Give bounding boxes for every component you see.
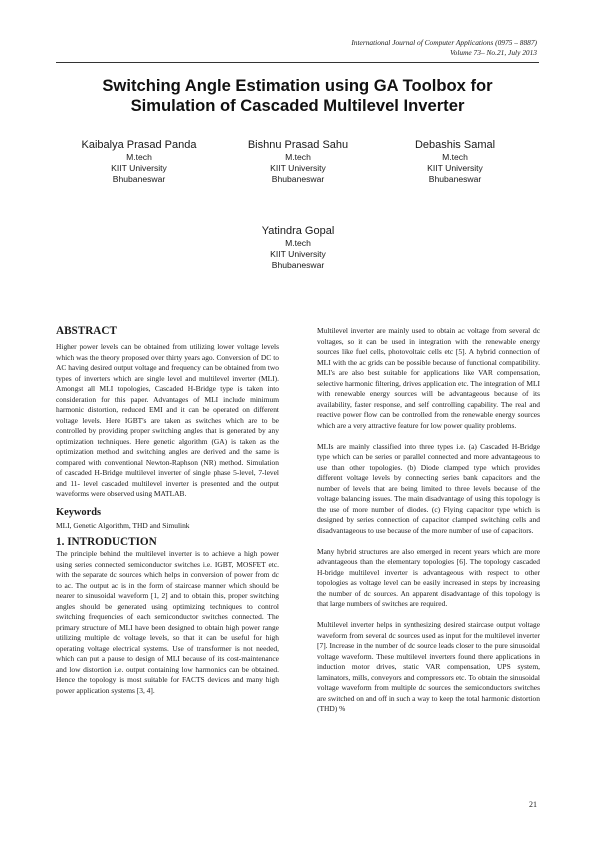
page-number: 21 [529, 800, 537, 809]
author-affiliation: KIIT University [270, 249, 326, 259]
journal-name: International Journal of Computer Applications (0975 – 8887) [351, 38, 537, 47]
author-affiliation: KIIT University [427, 163, 483, 173]
author-block [380, 138, 530, 185]
author-city: Bhubaneswar [428, 174, 482, 184]
right-column [317, 326, 540, 725]
author-degree: M.tech [285, 238, 311, 248]
body-paragraph: Many hybrid structures are also emerged in recent years which are more advantageous than the elementary topologies [6]. The topology cascaded H-bridge multilevel inverter is advantageous with respect to other topologies as voltage level can be easily increased in steps by increasing the number of dc sources. An apparent disadvantage of this topology is that large numbers of switches are required. [317, 546, 540, 608]
keywords-heading: Keywords [56, 506, 102, 518]
author-affiliation: KIIT University [111, 163, 167, 173]
journal-volume: Volume 73– No.21, July 2013 [449, 48, 537, 57]
introduction-heading: 1. INTRODUCTION [56, 536, 157, 548]
header-rule [56, 62, 539, 63]
author-name: Yatindra Gopal [261, 225, 335, 237]
author-name: Kaibalya Prasad Panda [81, 139, 197, 151]
abstract-text: Higher power levels can be obtained from utilizing lower voltage levels which was the theory proposed over thirty years ago. Conversion of DC to AC having desired output voltage and frequency can be obtained from two types of inverters which are single level and multilevel inverter (MLI). Amongst all MLI topologies, Cascaded H-Bridge type is taken into consideration for this paper. Advantages of MLI include minimum harmonic distortion, reduced EMI and it can be operated on different voltage levels. Here IGBT's are taken as switches which are to be controlled by providing proper switching angles that is generated by any optimization techniques. Here genetic algorithm (GA) is taken as the optimization method and switching angles are derived and the same is compared with conventional Newton-Raphson (NR) method. Simulation of cascaded H-Bridge multilevel inverter of single phase 5-level, 7-level and 11- level cascaded multilevel inverter is presented and the output waveforms were observed using MATLAB. [56, 342, 279, 498]
author-city: Bhubaneswar [112, 174, 166, 184]
journal-header [351, 38, 537, 58]
author-name: Debashis Samal [414, 139, 496, 151]
author-affiliation: KIIT University [270, 163, 326, 173]
abstract-heading: ABSTRACT [56, 325, 117, 337]
introduction-text: The principle behind the multilevel inverter is to achieve a high power using series connected semiconductor switches i.e. IGBT, MOSFET etc. with the separate dc sources which helps in conversion of power from dc to ac. The output ac is in the form of staircase manner which should be nearer to sinusoidal waveform [1, 2] and to obtain this, proper switching angles should be generated using optimizing techniques to control switching frequencies of each semiconductor switches connected. The primary structure of MLI have been designed to obtain high power range utilizing multiple dc voltage levels, so that it can be useful for high operating voltage electrical systems. Use of transformer is not needed, which can put a pause to design of MLI because of its cost-maintenance and low distortion i.e. output containing low harmonics can be obtained. Hence the topology is most suitable for FACTS devices and many high power application systems [3, 4]. [56, 549, 279, 695]
body-paragraph: MLIs are mainly classified into three types i.e. (a) Cascaded H-Bridge type which can be series or parallel connected and more advantageous to use than other topologies. (b) Diode clamped type which provides different voltage levels by connecting series bank capacitors and the number of levels that are being limited to three levels because of the voltage balancing issues. The main disadvantage of using this topology is the use of more number of diodes. (c) Flying capacitor type which is designed by series connection of capacitor clamped switching cells and disadvantageous to use because of the more number of use of capacitors. [317, 441, 540, 535]
author-city: Bhubaneswar [271, 174, 325, 184]
author-city: Bhubaneswar [271, 260, 325, 270]
author-block [223, 224, 373, 271]
body-paragraph: Multilevel inverter helps in synthesizing desired staircase output voltage waveform from several dc sources used as input for the multilevel inverter [7]. Increase in the number of dc source leads closer to the pure sinusoidal voltage waveform. These multilevel inverters found there applications in induction motor drives, static VAR compensation, UPS system, laminators, mills, conveyors and compressors etc. To obtain the sinusoidal voltage waveform from multiple dc sources the semiconductors switches are switched on and off in such a way to keep the total harmonic distortion (THD) % [317, 620, 540, 713]
title-line-2: Simulation of Cascaded Multilevel Inverter [130, 96, 465, 115]
author-degree: M.tech [442, 152, 468, 162]
author-degree: M.tech [285, 152, 311, 162]
author-name: Bishnu Prasad Sahu [247, 139, 349, 151]
body-paragraph: Multilevel inverter are mainly used to obtain ac voltage from several dc voltages, so it can be used in integration with the renewable energy sources like fuel cells, photovoltaic cells etc [5]. A hybrid connection of MLI with the ac grids can be possible because of functional compatibility. MLI's are also best suitable for applications like VAR compensation, selective harmonic filtering, drives application etc. The integration of MLI with renewable energy sources will be advantageous because of its availability, faster response, and self controlling capability. The real and reactive power flow can be controlled from the renewable energy sources which are a very attractive feature for low power quality problems. [317, 326, 540, 430]
author-degree: M.tech [126, 152, 152, 162]
paper-title [40, 76, 555, 116]
left-column [56, 324, 279, 696]
keywords-text: MLI, Genetic Algorithm, THD and Simulink [56, 520, 190, 530]
author-block [64, 138, 214, 185]
title-line-1: Switching Angle Estimation using GA Toolbox for [102, 76, 493, 95]
author-block [223, 138, 373, 185]
